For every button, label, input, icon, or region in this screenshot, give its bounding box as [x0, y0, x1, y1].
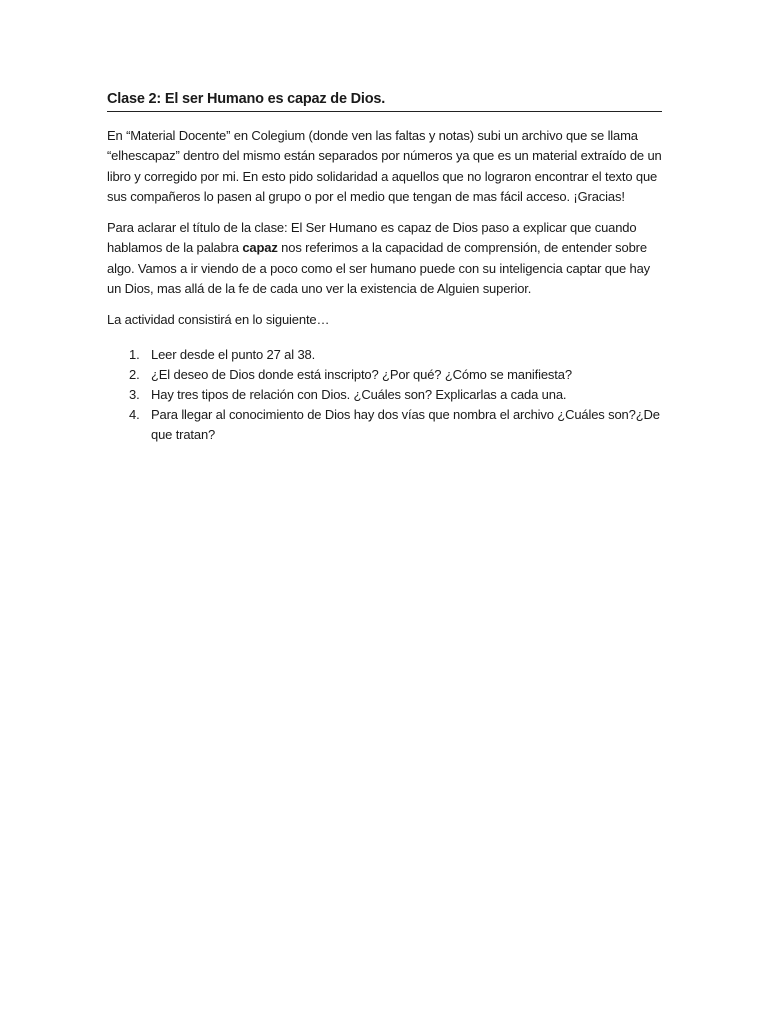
list-item-text: Leer desde el punto 27 al 38.: [151, 346, 316, 362]
paragraph-material-docente: En “Material Docente” en Colegium (donde ven las faltas y notas) subi un archivo que se llama “elhescapaz” dentro del mismo están separados por números ya que es un material extraído de un libro y corregido por mi. En esto pido solidaridad a aquellos que no lograron encontrar el texto que sus compañeros lo pasen al grupo o por el medio que tengan de mas fácil acceso. ¡Gracias!: [107, 128, 662, 204]
list-item: [107, 365, 662, 385]
paragraph-activity-intro: La actividad consistirá en lo siguiente…: [107, 312, 330, 328]
document-title: Clase 2: El ser Humano es capaz de Dios.: [107, 90, 662, 112]
list-item-text: ¿El deseo de Dios donde está inscripto? ¿Por qué? ¿Cómo se manifiesta?: [151, 366, 572, 382]
list-item-number: 1.: [129, 346, 140, 362]
document-page: [107, 90, 662, 445]
list-item-number: 3.: [129, 386, 140, 402]
list-item-text: Hay tres tipos de relación con Dios. ¿Cuáles son? Explicarlas a cada una.: [151, 386, 567, 402]
paragraph-text-before: Para aclarar el título de la clase: El Ser Humano es capaz de Dios paso a explicar que cuando hablamos de la palabra: [107, 220, 637, 256]
list-item: [107, 385, 662, 405]
list-item-text: Para llegar al conocimiento de Dios hay dos vías que nombra el archivo ¿Cuáles son?¿De que tratan?: [151, 406, 660, 442]
list-item-number: 2.: [129, 366, 140, 382]
list-item: [107, 405, 662, 445]
activity-list: [107, 345, 662, 445]
paragraph-title-explanation: [107, 218, 662, 299]
paragraph-text-after: nos referimos a la capacidad de comprensión, de entender sobre algo. Vamos a ir viendo de a poco como el ser humano puede con su inteligencia captar que hay un Dios, mas allá de la fe de cada uno ver la existencia de Alguien superior.: [107, 240, 650, 297]
list-item: [107, 345, 662, 365]
list-item-number: 4.: [129, 406, 140, 422]
bold-word-capaz: capaz: [242, 240, 278, 256]
